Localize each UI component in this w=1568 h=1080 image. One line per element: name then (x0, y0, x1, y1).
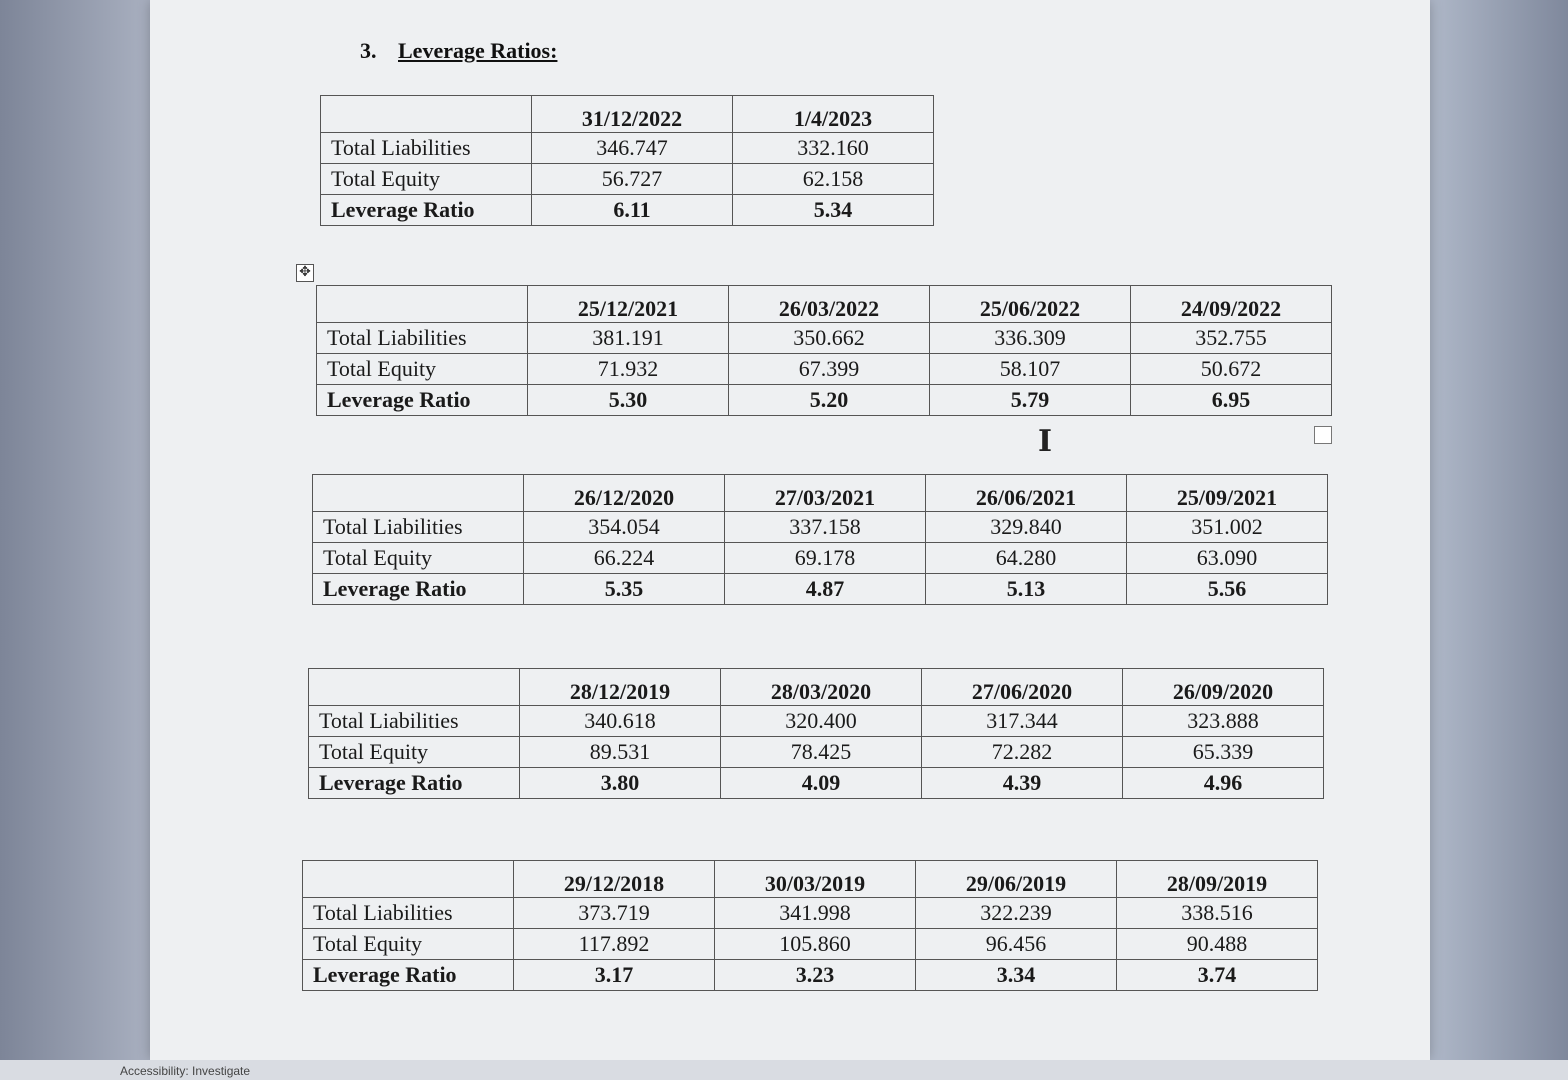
table-cell: 62.158 (733, 164, 934, 195)
row-label-total-liabilities: Total Liabilities (321, 133, 532, 164)
date-header: 25/12/2021 (528, 286, 729, 323)
table-cell: 340.618 (520, 706, 721, 737)
table-cell: 346.747 (532, 133, 733, 164)
row-label-total-equity: Total Equity (309, 737, 520, 768)
table-header-row (321, 96, 934, 133)
header-empty-cell (303, 861, 514, 898)
table-row (321, 133, 934, 164)
table-cell: 341.998 (715, 898, 916, 929)
date-header: 1/4/2023 (733, 96, 934, 133)
table-cell: 338.516 (1117, 898, 1318, 929)
table-row (317, 323, 1332, 354)
date-header: 26/06/2021 (926, 475, 1127, 512)
table-row (309, 768, 1324, 799)
table-cell: 3.23 (715, 960, 916, 991)
table-cell: 5.35 (524, 574, 725, 605)
table-cell: 373.719 (514, 898, 715, 929)
accessibility-status[interactable]: Accessibility: Investigate (120, 1064, 251, 1078)
table-cell: 4.09 (721, 768, 922, 799)
table-cell: 4.39 (922, 768, 1123, 799)
table-cell: 351.002 (1127, 512, 1328, 543)
table-cell: 352.755 (1131, 323, 1332, 354)
table-cell: 320.400 (721, 706, 922, 737)
row-label-leverage-ratio: Leverage Ratio (321, 195, 532, 226)
table-row (303, 960, 1318, 991)
table-cell: 117.892 (514, 929, 715, 960)
table-cell: 89.531 (520, 737, 721, 768)
table-cell: 4.87 (725, 574, 926, 605)
table-cell: 317.344 (922, 706, 1123, 737)
table-cell: 4.96 (1123, 768, 1324, 799)
date-header: 26/09/2020 (1123, 669, 1324, 706)
table-resize-handle-icon[interactable] (1314, 426, 1332, 444)
date-header: 29/12/2018 (514, 861, 715, 898)
table-cell: 3.34 (916, 960, 1117, 991)
table-cell: 354.054 (524, 512, 725, 543)
table-cell: 5.30 (528, 385, 729, 416)
date-header: 24/09/2022 (1131, 286, 1332, 323)
table-header-row (313, 475, 1328, 512)
desktop-background-right (1418, 0, 1568, 1080)
date-header: 27/06/2020 (922, 669, 1123, 706)
table-cell: 65.339 (1123, 737, 1324, 768)
table-row (309, 706, 1324, 737)
table-cell: 58.107 (930, 354, 1131, 385)
date-header: 25/09/2021 (1127, 475, 1328, 512)
leverage-table-2020-2021 (312, 474, 1328, 605)
table-cell: 66.224 (524, 543, 725, 574)
table-cell: 5.20 (729, 385, 930, 416)
table-cell: 329.840 (926, 512, 1127, 543)
table-move-handle-icon[interactable]: ✥ (296, 264, 314, 282)
table-cell: 64.280 (926, 543, 1127, 574)
table-cell: 67.399 (729, 354, 930, 385)
row-label-total-liabilities: Total Liabilities (317, 323, 528, 354)
table-cell: 63.090 (1127, 543, 1328, 574)
desktop-background-left (0, 0, 150, 1080)
date-header: 26/12/2020 (524, 475, 725, 512)
row-label-total-liabilities: Total Liabilities (313, 512, 524, 543)
table-cell: 323.888 (1123, 706, 1324, 737)
row-label-total-liabilities: Total Liabilities (309, 706, 520, 737)
leverage-table-2018-2019 (302, 860, 1318, 991)
date-header: 31/12/2022 (532, 96, 733, 133)
leverage-table-2022-2023 (320, 95, 934, 226)
table-cell: 381.191 (528, 323, 729, 354)
table-cell: 56.727 (532, 164, 733, 195)
table-row (303, 898, 1318, 929)
row-label-total-equity: Total Equity (303, 929, 514, 960)
row-label-leverage-ratio: Leverage Ratio (303, 960, 514, 991)
table-cell: 72.282 (922, 737, 1123, 768)
table-header-row (309, 669, 1324, 706)
date-header: 26/03/2022 (729, 286, 930, 323)
table-cell: 6.95 (1131, 385, 1332, 416)
section-heading (360, 38, 557, 64)
date-header: 28/03/2020 (721, 669, 922, 706)
table-cell: 5.56 (1127, 574, 1328, 605)
leverage-table-2021-2022 (316, 285, 1332, 416)
row-label-leverage-ratio: Leverage Ratio (313, 574, 524, 605)
row-label-leverage-ratio: Leverage Ratio (309, 768, 520, 799)
table-row (313, 512, 1328, 543)
table-cell: 350.662 (729, 323, 930, 354)
table-cell: 90.488 (1117, 929, 1318, 960)
status-bar (0, 1060, 1568, 1080)
header-empty-cell (313, 475, 524, 512)
table-cell: 105.860 (715, 929, 916, 960)
table-row (309, 737, 1324, 768)
date-header: 25/06/2022 (930, 286, 1131, 323)
table-row (317, 354, 1332, 385)
row-label-total-liabilities: Total Liabilities (303, 898, 514, 929)
date-header: 28/09/2019 (1117, 861, 1318, 898)
table-row (317, 385, 1332, 416)
table-cell: 3.17 (514, 960, 715, 991)
section-number: 3. (360, 38, 377, 63)
row-label-total-equity: Total Equity (313, 543, 524, 574)
table-cell: 71.932 (528, 354, 729, 385)
table-row (303, 929, 1318, 960)
table-cell: 332.160 (733, 133, 934, 164)
table-cell: 336.309 (930, 323, 1131, 354)
table-header-row (317, 286, 1332, 323)
table-cell: 6.11 (532, 195, 733, 226)
table-cell: 50.672 (1131, 354, 1332, 385)
date-header: 28/12/2019 (520, 669, 721, 706)
table-cell: 78.425 (721, 737, 922, 768)
header-empty-cell (309, 669, 520, 706)
header-empty-cell (317, 286, 528, 323)
table-row (321, 164, 934, 195)
table-cell: 322.239 (916, 898, 1117, 929)
row-label-total-equity: Total Equity (321, 164, 532, 195)
section-title: Leverage Ratios: (398, 38, 558, 63)
table-cell: 3.74 (1117, 960, 1318, 991)
table-cell: 5.79 (930, 385, 1131, 416)
row-label-total-equity: Total Equity (317, 354, 528, 385)
date-header: 30/03/2019 (715, 861, 916, 898)
table-row (313, 574, 1328, 605)
table-header-row (303, 861, 1318, 898)
leverage-table-2019-2020 (308, 668, 1324, 799)
table-row (313, 543, 1328, 574)
table-cell: 5.13 (926, 574, 1127, 605)
date-header: 27/03/2021 (725, 475, 926, 512)
table-cell: 337.158 (725, 512, 926, 543)
text-cursor-icon: I (1038, 424, 1053, 459)
table-cell: 5.34 (733, 195, 934, 226)
row-label-leverage-ratio: Leverage Ratio (317, 385, 528, 416)
table-cell: 69.178 (725, 543, 926, 574)
header-empty-cell (321, 96, 532, 133)
table-cell: 96.456 (916, 929, 1117, 960)
table-row (321, 195, 934, 226)
date-header: 29/06/2019 (916, 861, 1117, 898)
table-cell: 3.80 (520, 768, 721, 799)
